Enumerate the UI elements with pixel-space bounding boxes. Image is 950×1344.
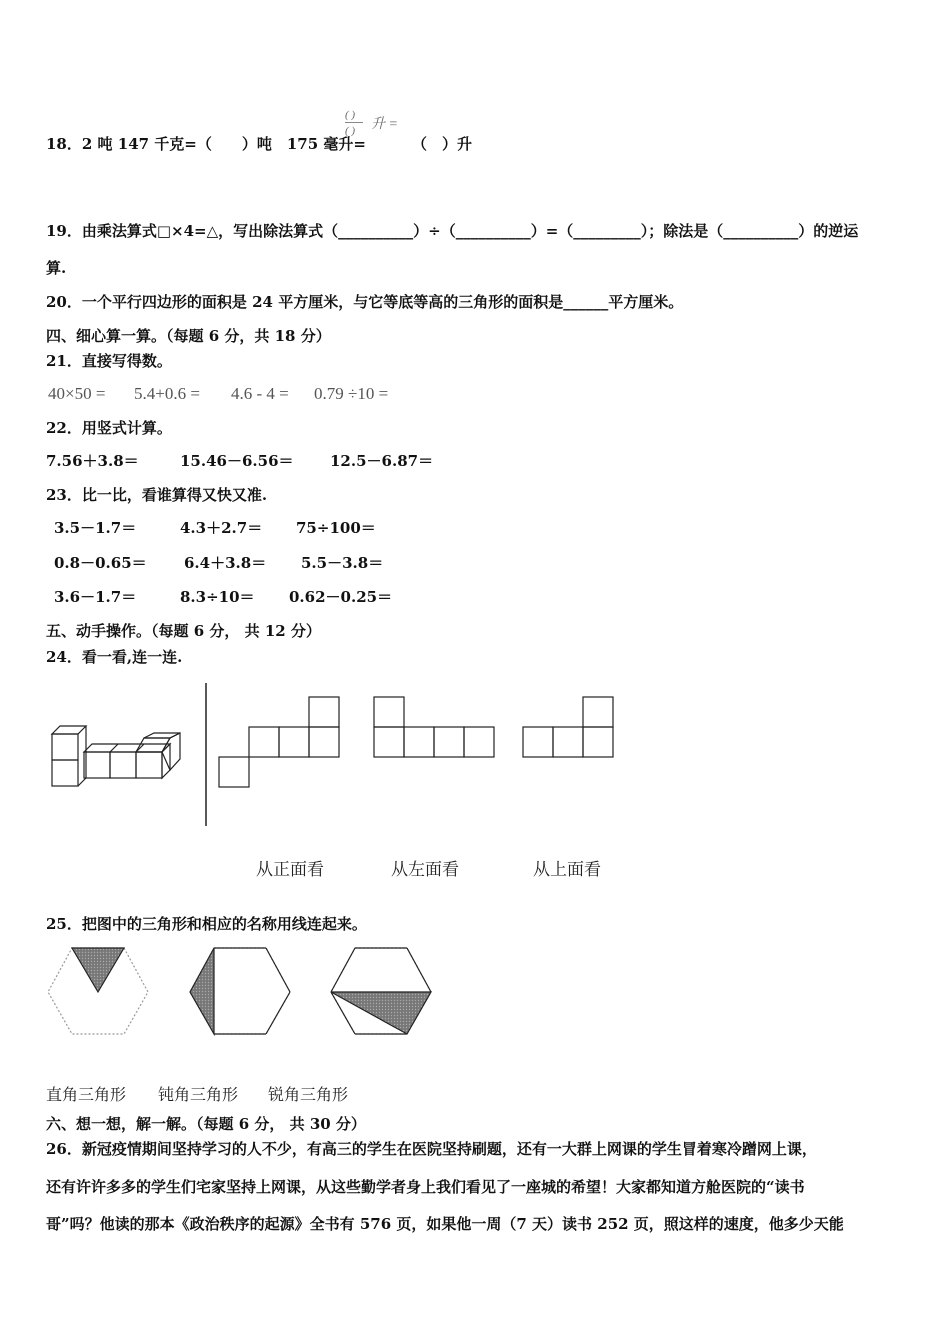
q24-title: 24．看一看,连一连.	[46, 648, 183, 666]
label-acute-triangle: 锐角三角形	[268, 1085, 349, 1104]
q22-item-3: 12.5－6.87＝	[330, 452, 434, 470]
q22-item-1: 7.56＋3.8＝	[46, 452, 139, 470]
fraction-denominator: ( )	[345, 125, 356, 137]
q21-item-4: 0.79 ÷10 =	[314, 384, 389, 403]
q18-text: 18．2 吨 147 千克=（ ）吨 175 毫升=	[46, 135, 366, 153]
q19-line2: 算.	[46, 259, 67, 277]
label-right-triangle: 直角三角形	[46, 1085, 127, 1104]
q25-title: 25．把图中的三角形和相应的名称用线连起来。	[46, 915, 367, 933]
q18-blank-liters: （ ）升	[412, 135, 473, 153]
q23-r1-c3: 75÷100＝	[296, 519, 376, 537]
q23-r3-c1: 3.6－1.7＝	[54, 588, 137, 606]
caption-top-view: 从上面看	[533, 860, 601, 880]
label-obtuse-triangle: 钝角三角形	[158, 1085, 239, 1104]
caption-front-view: 从正面看	[256, 860, 324, 880]
section-4-heading: 四、细心算一算。（每题 6 分，共 18 分）	[46, 327, 331, 345]
q23-r3-c3: 0.62－0.25＝	[289, 588, 393, 606]
caption-left-view: 从左面看	[391, 860, 459, 880]
q23-r1-c2: 4.3＋2.7＝	[180, 519, 263, 537]
fraction-unit: 升 =	[371, 117, 398, 132]
q19-line1: 19．由乘法算式□×4=△，写出除法算式（__________）÷（__________）=（_________）；除法是（__________）的逆运	[46, 222, 859, 240]
q21-item-2: 5.4+0.6 =	[134, 384, 200, 403]
section-5-heading: 五、动手操作。（每题 6 分， 共 12 分）	[46, 622, 321, 640]
hexagon-2	[190, 948, 290, 1034]
hexagon-3	[331, 948, 431, 1034]
q23-r2-c3: 5.5－3.8＝	[301, 554, 384, 572]
q23-title: 23．比一比，看谁算得又快又准.	[46, 486, 268, 504]
q23-r1-c1: 3.5－1.7＝	[54, 519, 137, 537]
q23-r3-c2: 8.3÷10＝	[180, 588, 255, 606]
q22-item-2: 15.46－6.56＝	[180, 452, 294, 470]
q23-r2-c1: 0.8－0.65＝	[54, 554, 147, 572]
fraction-numerator: ( )	[345, 109, 356, 121]
q21-item-1: 40×50 =	[48, 384, 106, 403]
hexagon-1	[48, 948, 148, 1034]
q22-title: 22．用竖式计算。	[46, 419, 172, 437]
q21-item-3: 4.6 - 4 =	[231, 384, 289, 403]
q26-line2: 还有许许多多的学生们宅家坚持上网课，从这些勤学者身上我们看见了一座城的希望！大家都知道方舱医院的“读书	[46, 1178, 805, 1196]
q20-text: 20．一个平行四边形的面积是 24 平方厘米，与它等底等高的三角形的面积是______平方厘米。	[46, 293, 684, 311]
q21-title: 21．直接写得数。	[46, 352, 172, 370]
q23-r2-c2: 6.4＋3.8＝	[184, 554, 267, 572]
section-6-heading: 六、想一想，解一解。（每题 6 分， 共 30 分）	[46, 1115, 366, 1133]
q26-line3: 哥”吗？他读的那本《政治秩序的起源》全书有 576 页，如果他一周（7 天）读书 252 页，照这样的速度，他多少天能	[46, 1215, 844, 1233]
q26-line1: 26．新冠疫情期间坚持学习的人不少，有高三的学生在医院坚持刷题，还有一大群上网课的学生冒着寒冷蹭网上课，	[46, 1140, 817, 1158]
